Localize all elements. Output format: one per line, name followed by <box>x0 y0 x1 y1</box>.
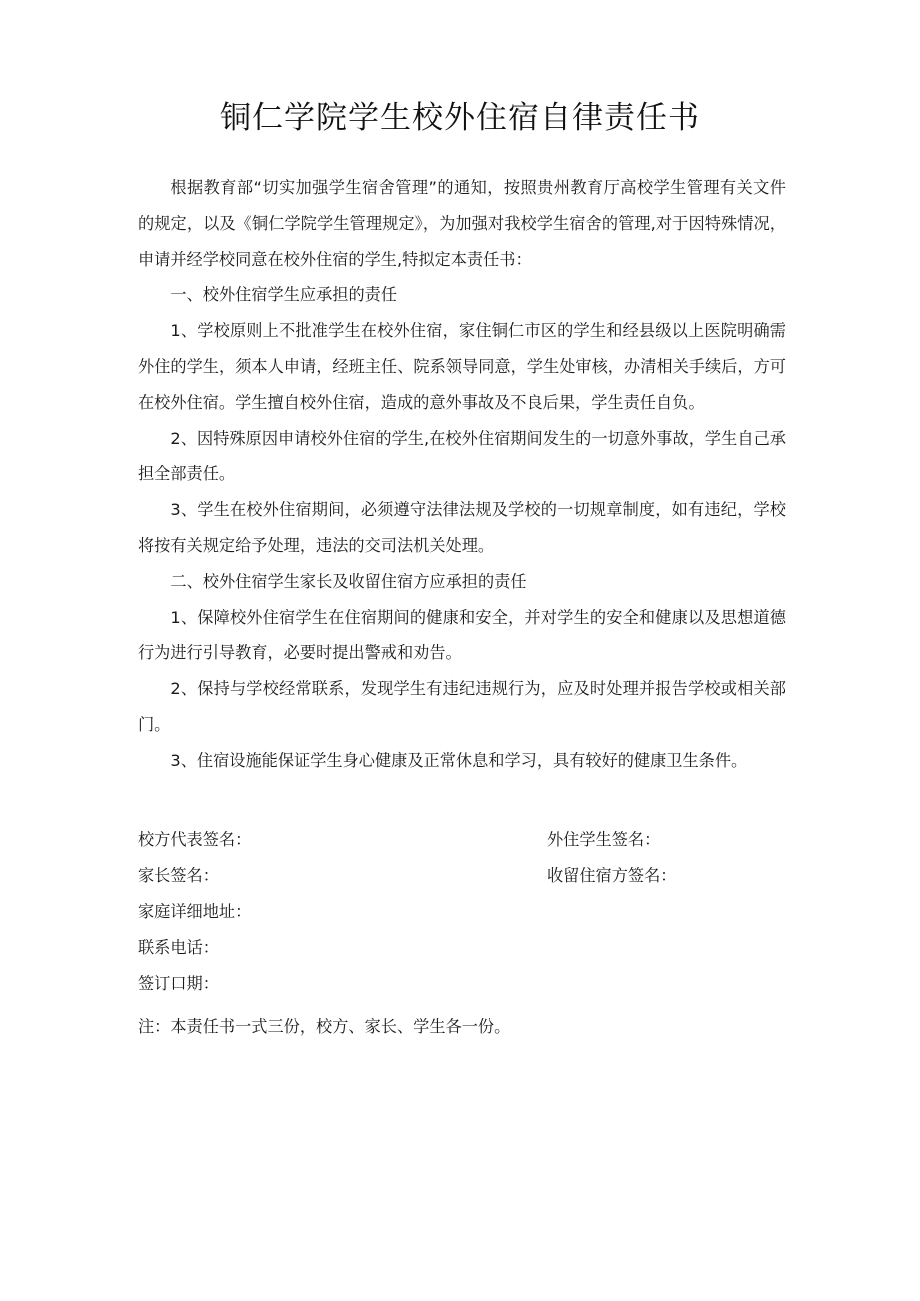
copies-note: 注：本责任书一式三份，校方、家长、学生各一份。 <box>138 1017 511 1036</box>
section-heading-parent-host: 二、校外住宿学生家长及收留住宿方应承担的责任 <box>170 571 527 591</box>
parent-signature-label: 家长签名： <box>138 866 219 885</box>
student-clause-1: 1、学校原则上不批准学生在校外住宿，家住铜仁市区的学生和经县级以上医院明确需外住的学生，须本人申请，经班主任、院系领导同意，学生处审核，办清相关手续后，方可在校外住宿。学生擅自校外住宿，造成的意外事故及不良后果，学生责任自负。 <box>138 321 786 412</box>
signature-row-1 <box>138 828 786 852</box>
document-title: 铜仁学院学生校外住宿自律责任书 <box>220 100 700 136</box>
parent-host-clause-1: 1、保障校外住宿学生在住宿期间的健康和安全，并对学生的安全和健康以及思想道德行为进行引导教育，必要时提出警戒和劝告。 <box>138 607 786 663</box>
student-clause-2: 2、因特殊原因申请校外住宿的学生,在校外住宿期间发生的一切意外事故，学生自己承担全部责任。 <box>138 428 786 484</box>
parent-host-clause-3: 3、住宿设施能保证学生身心健康及正常休息和学习，具有较好的健康卫生条件。 <box>170 750 748 770</box>
document-body <box>138 170 786 779</box>
sign-date-label: 签订口期： <box>138 974 219 993</box>
school-rep-signature-label: 校方代表签名： <box>138 830 252 849</box>
intro-paragraph: 根据教育部“切实加强学生宿舍管理”的通知，按照贵州教育厅高校学生管理有关文件的规定，以及《铜仁学院学生管理规定》，为加强对我校学生宿舍的管理,对于因特殊情况，申请并经学校同意在校外住宿的学生,特拟定本责任书： <box>138 178 786 269</box>
phone-label: 联系电话： <box>138 938 219 957</box>
host-signature-label: 收留住宿方签名： <box>547 866 677 885</box>
section-heading-student: 一、校外住宿学生应承担的责任 <box>170 285 398 305</box>
signature-row-2 <box>138 864 786 888</box>
home-address-label: 家庭详细地址： <box>138 902 252 921</box>
parent-host-clause-2: 2、保持与学校经常联系，发现学生有违纪违规行为，应及时处理并报告学校或相关部门。 <box>138 679 786 734</box>
student-signature-label: 外住学生签名： <box>547 830 661 849</box>
student-clause-3: 3、学生在校外住宿期间，必须遵守法律法规及学校的一切规章制度，如有违纪，学校将按有关规定给予处理，违法的交司法机关处理。 <box>138 500 786 555</box>
